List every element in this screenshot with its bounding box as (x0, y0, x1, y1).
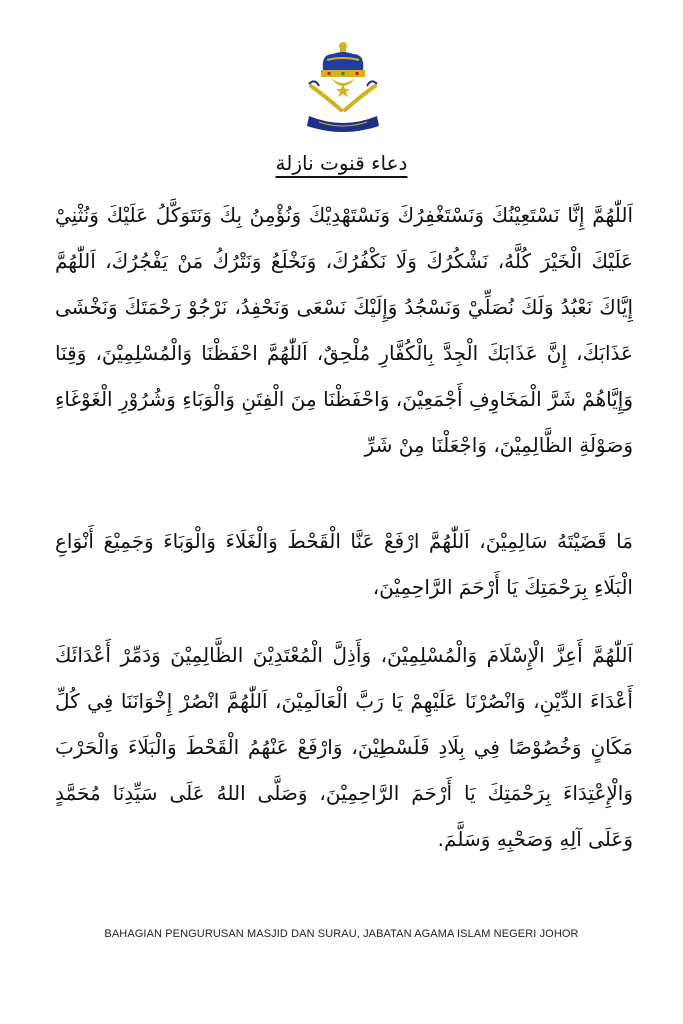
prayer-paragraph-2: مَا قَضَيْتَهُ سَالِمِيْنَ، اَللّٰهُمَّ ارْفَعْ عَنَّا الْقَحْطَ وَالْغَلَاءَ وَالْوَبَاءَ وَجَمِيْعَ أَنْوَاعِ الْبَلَاءِ بِرَحْمَتِكَ يَا أَرْحَمَ الرَّاحِمِيْنَ، (55, 529, 633, 599)
prayer-title-text: دعاء قنوت نازلة (275, 151, 408, 175)
prayer-title (0, 148, 683, 178)
prayer-paragraph-1: اَللّٰهُمَّ إِنَّا نَسْتَعِيْنُكَ وَنَسْتَغْفِرُكَ وَنَسْتَهْدِيْكَ وَنُؤْمِنُ بِكَ وَنَتَوَكَّلُ عَلَيْكَ وَنُثْنِيْ عَلَيْكَ الْخَيْرَ كُلَّهُ، نَشْكُرُكَ وَلَا نَكْفُرُكَ، وَنَخْلَعُ وَنَتْرُكُ مَنْ يَفْجُرُكَ، اَللّٰهُمَّ إِيَّاكَ نَعْبُدُ وَلَكَ نُصَلِّيْ وَنَسْجُدُ وَإِلَيْكَ نَسْعَى وَنَحْفِدُ، نَرْجُوْ رَحْمَتَكَ وَنَخْشَى عَذَابَكَ، إِنَّ عَذَابَكَ الْجِدَّ بِالْكُفَّارِ مُلْحِقٌ، اَللّٰهُمَّ احْفَظْنَا وَالْمُسْلِمِيْنَ، وَقِنَا وَإِيَّاهُمْ شَرَّ الْمَخَاوِفِ أَجْمَعِيْنَ، وَاحْفَظْنَا مِنَ الْفِتَنِ وَالْوَبَاءِ وَشُرُوْرِ الْغَوْغَاءِ وَصَوْلَةِ الظَّالِمِيْنَ، وَاجْعَلْنَا مِنْ شَرِّ (55, 203, 633, 457)
johor-crest-icon (301, 40, 385, 136)
footer-organization: BAHAGIAN PENGURUSAN MASJID DAN SURAU, JABATAN AGAMA ISLAM NEGERI JOHOR (104, 928, 579, 940)
prayer-paragraph-3: اَللّٰهُمَّ أَعِزَّ الْإِسْلَامَ وَالْمُسْلِمِيْنَ، وَأَذِلَّ الْمُعْتَدِيْنَ الظَّالِمِيْنَ وَدَمِّرْ أَعْدَائَكَ أَعْدَاءَ الدِّيْنِ، وَانْصُرْنَا عَلَيْهِمْ يَا رَبَّ الْعَالَمِيْنَ، اَللّٰهُمَّ انْصُرْ إِخْوَانَنَا فِي كُلِّ مَكَانٍ وَخُصُوْصًا فِي بِلَادِ فَلَسْطِيْنَ، وَارْفَعْ عَنْهُمُ الْقَحْطَ وَالْبَلَاءَ وَالْحَرْبَ وَالْإِعْتِدَاءَ بِرَحْمَتِكَ يَا أَرْحَمَ الرَّاحِمِيْنَ، وَصَلَّى اللهُ عَلَى سَيِّدِنَا مُحَمَّدٍ وَعَلَى آلِهِ وَصَحْبِهِ وَسَلَّمَ. (55, 643, 633, 851)
